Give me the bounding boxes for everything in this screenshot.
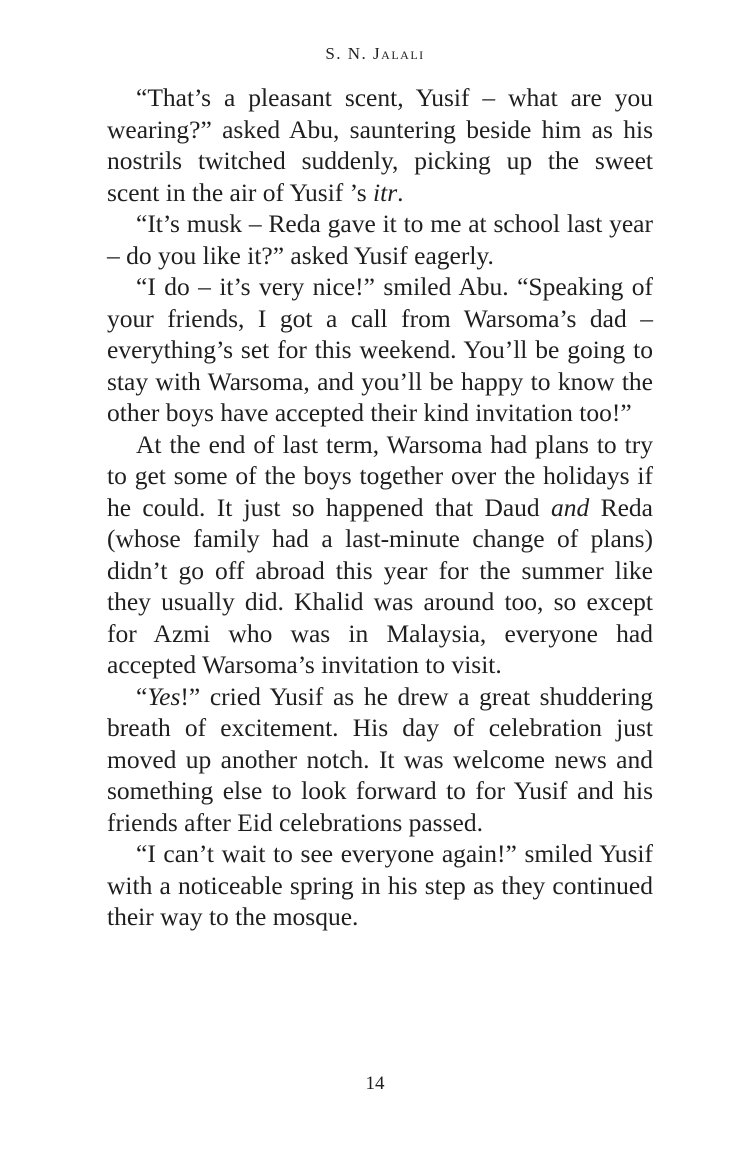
paragraph [107,838,653,933]
body-text [107,82,653,933]
italic-text: Yes [147,681,181,711]
paragraph-text: “It’s musk – Reda gave it to me at school last year – do you like it?” asked Yusif eagerly. [107,209,653,270]
paragraph [107,681,653,839]
paragraph-text: “I can’t wait to see everyone again!” smiled Yusif with a noticeable spring in his step as they continued their way to the mosque. [107,839,653,931]
paragraph-text: “That’s a pleasant scent, Yusif – what are you wearing?” asked Abu, sauntering beside him as his nostrils twitched suddenly, picking up the sweet scent in the air of Yusif ’s [107,83,653,207]
paragraph [107,82,653,208]
paragraph-text: “ [136,681,148,711]
page-number: 14 [365,1073,385,1094]
italic-text: itr [373,177,398,207]
paragraph-text: . [397,177,404,207]
paragraph-text: “I do – it’s very nice!” smiled Abu. “Speaking of your friends, I got a call from Warsoma’s dad – everything’s set for this weekend. You’ll be going to stay with Warsoma, and you’ll be happy to know the other boys have accepted their kind invitation too!” [107,272,653,427]
paragraph [107,208,653,271]
italic-text: and [551,492,590,522]
paragraph [107,271,653,429]
paragraph-text: !” cried Yusif as he drew a great shuddering breath of excitement. His day of celebration just moved up another notch. It was welcome news and something else to look forward to for Yusif and his friends after Eid celebrations passed. [107,681,653,837]
paragraph-text: Reda (whose family had a last-minute change of plans) didn’t go off abroad this year for the summer like they usually did. Khalid was around too, so except for Azmi who was in Malaysia, everyone had accepted Warsoma’s invitation to visit. [107,492,653,679]
paragraph-text: At the end of last term, Warsoma had plans to try to get some of the boys together over the holidays if he could. It just so happened that Daud [107,429,653,522]
running-head: S. N. Jalali [325,44,425,63]
paragraph [107,429,653,681]
